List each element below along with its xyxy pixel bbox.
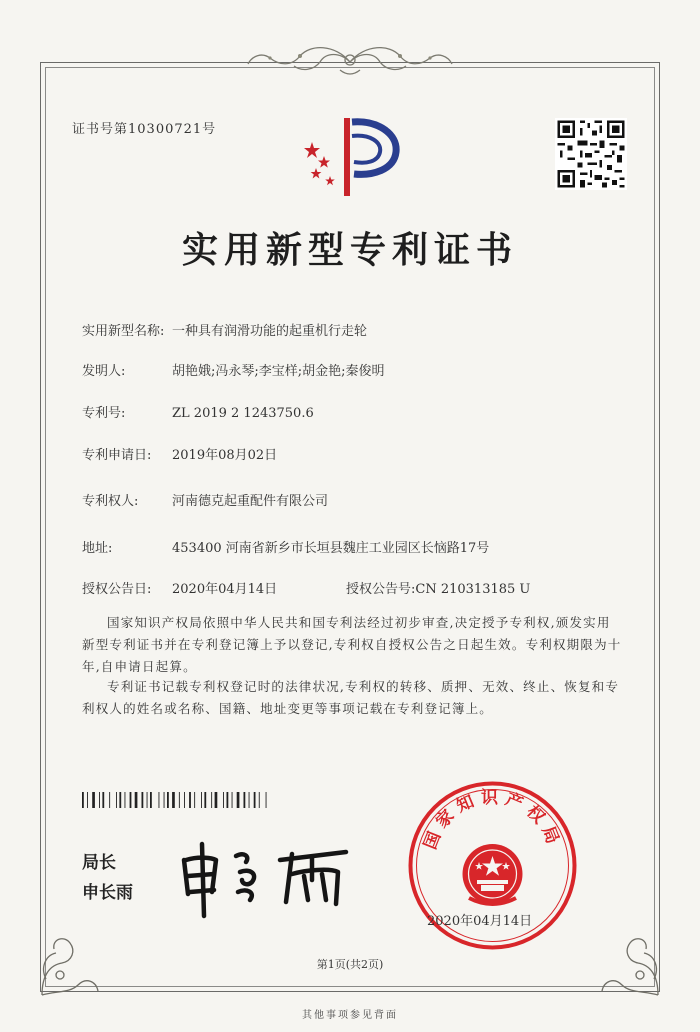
field-patent-number: [82, 402, 314, 421]
director-name: 申长雨: [82, 883, 133, 903]
field-value: CN 210313185 U: [415, 582, 531, 597]
handwritten-signature-icon: [176, 830, 356, 920]
field-address: [82, 537, 489, 556]
field-label: 授权公告号:: [346, 582, 416, 597]
field-value: ZL 2019 2 1243750.6: [172, 406, 314, 421]
field-label: 专利申请日:: [82, 448, 152, 463]
certificate-number: 证书号第10300721号: [72, 122, 217, 137]
director-title: 局长: [82, 853, 116, 873]
cnipa-logo-icon: [298, 112, 406, 198]
field-label: 授权公告日:: [82, 582, 152, 597]
field-value: 453400 河南省新乡市长垣县魏庄工业园区长恼路17号: [172, 541, 490, 556]
field-label: 专利权人:: [82, 494, 139, 509]
field-label: 地址:: [82, 541, 113, 556]
field-label: 实用新型名称:: [82, 324, 165, 339]
seal-date: 2020年04月14日: [427, 914, 533, 929]
footer-note: 其他事项参见背面: [302, 1010, 398, 1021]
statement-paragraph: 专利证书记载专利权登记时的法律状况,专利权的转移、质押、无效、终止、恢复和专利权人的姓名或名称、国籍、地址变更等事项记载在专利登记簿上。: [82, 679, 620, 716]
bottom-right-ornament-icon: [594, 905, 664, 997]
field-label: 发明人:: [82, 364, 126, 379]
field-value: 河南德克起重配件有限公司: [172, 494, 329, 509]
field-grant-number: [346, 578, 530, 597]
field-value: 2020年04月14日: [172, 582, 278, 597]
field-inventors: [82, 360, 385, 379]
field-utility-model-name: [82, 320, 367, 339]
field-grant-date: [82, 578, 277, 597]
svg-text:国家知识产权局: 国家知识产权局: [420, 788, 565, 853]
qr-code-icon: [555, 118, 627, 190]
field-value: 一种具有润滑功能的起重机行走轮: [172, 324, 368, 339]
top-ornament-icon: [240, 40, 460, 80]
statement-paragraph: 国家知识产权局依照中华人民共和国专利法经过初步审查,决定授予专利权,颁发实用新型专利证书并在专利登记簿上予以登记,专利权自授权公告之日起生效。专利权期限为十年,自申请日起算。: [82, 615, 622, 674]
bottom-left-ornament-icon: [36, 905, 106, 997]
field-application-date: [82, 444, 277, 463]
field-value: 2019年08月02日: [172, 448, 278, 463]
certificate-title: 实用新型专利证书: [181, 230, 518, 271]
field-patentee: [82, 490, 328, 509]
field-value: 胡艳娥;冯永琴;李宝样;胡金艳;秦俊明: [172, 364, 385, 379]
barcode-icon: [82, 792, 322, 808]
page-number: 第1页(共2页): [316, 958, 384, 971]
field-label: 专利号:: [82, 406, 126, 421]
